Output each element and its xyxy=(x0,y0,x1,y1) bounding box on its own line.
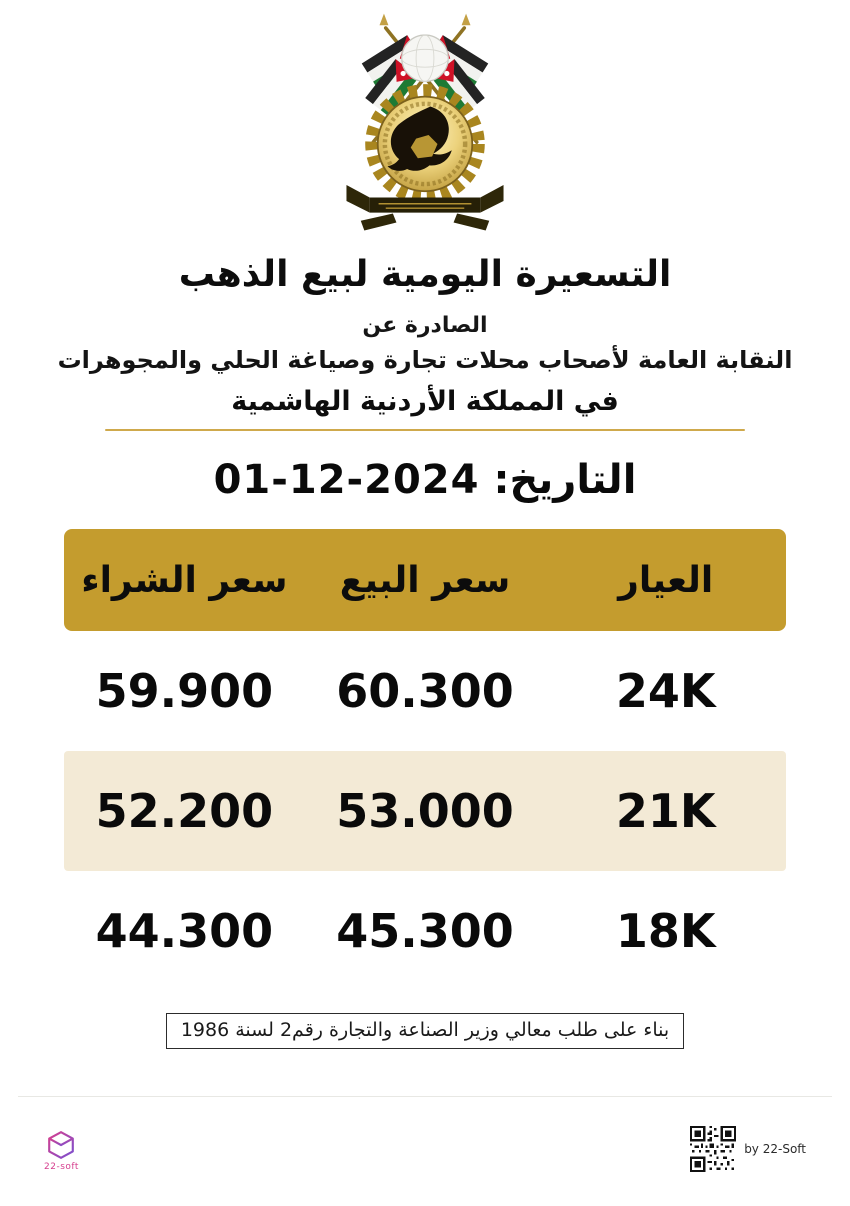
buy-price: 52.200 xyxy=(95,784,274,838)
credit-text: by 22-Soft xyxy=(744,1142,806,1156)
karat-value: 24K xyxy=(615,664,716,718)
qr-code-icon xyxy=(690,1126,736,1172)
column-header-karat: العيار xyxy=(618,559,714,601)
table-row xyxy=(64,631,786,751)
karat-value: 21K xyxy=(615,784,716,838)
footer xyxy=(0,1126,850,1172)
footnote-text: بناء على طلب معالي وزير الصناعة والتجارة رقم2 لسنة 1986 xyxy=(180,1019,670,1041)
gold-divider xyxy=(105,429,745,431)
kingdom-line: في المملكة الأردنية الهاشمية xyxy=(231,386,619,417)
buy-price: 59.900 xyxy=(95,664,274,718)
sell-price: 53.000 xyxy=(336,784,514,838)
table-row xyxy=(64,871,786,991)
date-label: التاريخ: xyxy=(493,457,637,503)
bottom-separator xyxy=(18,1096,832,1097)
page-title: التسعيرة اليومية لبيع الذهب xyxy=(178,254,672,295)
syndicate-emblem-icon xyxy=(309,8,541,246)
buy-price: 44.300 xyxy=(95,904,274,958)
footnote-box xyxy=(166,1013,684,1049)
issued-by-line: الصادرة عن xyxy=(362,313,488,338)
column-header-buy: سعر الشراء xyxy=(81,559,288,601)
sell-price: 60.300 xyxy=(336,664,514,718)
table-row xyxy=(64,751,786,871)
price-table xyxy=(64,529,786,991)
karat-value: 18K xyxy=(615,904,716,958)
column-header-sell: سعر البيع xyxy=(339,559,511,601)
table-header-row xyxy=(64,529,786,631)
credit-block xyxy=(690,1126,806,1172)
org-name-line: النقابة العامة لأصحاب محلات تجارة وصياغة الحلي والمجوهرات xyxy=(57,346,793,374)
brand-name: 22-soft xyxy=(44,1162,79,1172)
date-value: 01-12-2024 xyxy=(213,457,480,503)
date-line xyxy=(0,457,850,503)
brand-block xyxy=(44,1130,79,1172)
syndicate-emblem xyxy=(0,0,850,246)
sell-price: 45.300 xyxy=(336,904,514,958)
brand-cube-icon xyxy=(46,1130,76,1160)
